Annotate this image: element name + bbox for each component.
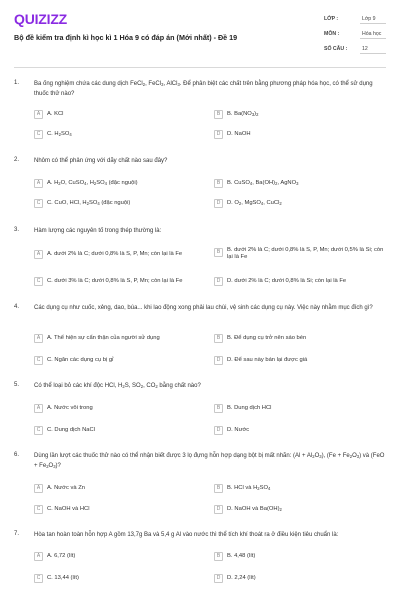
option-letter-box: A — [34, 179, 43, 188]
option-text: B. HCl và $H_2SO_4$ — [227, 485, 271, 491]
option-text: B. Để dụng cụ trở nên sáo bén — [227, 335, 307, 341]
divider — [360, 38, 386, 39]
option-letter-box: A — [34, 404, 43, 413]
option-a[interactable] — [34, 551, 206, 562]
option-text: A. Nước vôi trong — [47, 405, 93, 411]
question-text: Dùng lần lượt các thuốc thử nào có thể nhận biết được 3 lọ đựng hỗn hợp dạng bột bị mất nhãn: $(Al + Al_2O_3)$, $(Fe + Fe_2O_3)$ và $(FeO + Fe_2O_3)$? — [34, 453, 385, 469]
meta-key: MÔN : — [324, 31, 340, 37]
question-number: 4. — [14, 304, 20, 310]
option-letter-box: B — [214, 179, 223, 188]
question-text: Hòa tan hoàn toàn hỗn hợp A gồm 13,7g Ba và 5,4 g Al vào nước thì thể tích khí thoát ra ở điều kiện tiêu chuẩn là: — [34, 532, 339, 538]
option-text: A. KCl — [47, 111, 64, 117]
question-text: Các dụng cụ như cuốc, xẻng, dao, búa... khi lao động xong phải lau chùi, vệ sinh các dụng cụ này. Việc này nhằm mục đích gì? — [34, 305, 373, 311]
option-c[interactable] — [34, 276, 206, 287]
option-c[interactable] — [34, 355, 206, 366]
option-text: C. Ngăn các dụng cụ bị gỉ — [47, 357, 114, 363]
option-letter-box: B — [214, 484, 223, 493]
option-letter-box: C — [34, 356, 43, 365]
option-letter-box: B — [214, 248, 223, 257]
option-letter-box: D — [214, 356, 223, 365]
option-c[interactable] — [34, 504, 206, 515]
option-a[interactable] — [34, 109, 206, 120]
option-letter-box: C — [34, 199, 43, 208]
option-c[interactable] — [34, 425, 206, 436]
option-text: D. Để sau này bán lại được giá — [227, 357, 308, 363]
option-letter-box: B — [214, 552, 223, 561]
option-letter-box: D — [214, 426, 223, 435]
option-letter-box: C — [34, 426, 43, 435]
option-text: B. CuSO$_4$, $Ba(OH)_2$, AgNO$_3$ — [227, 180, 299, 186]
option-letter-box: A — [34, 110, 43, 119]
question-text: Ba ống nghiệm chứa các dung dịch FeCl$_2$, FeCl$_3$, AlCl$_3$. Để phân biệt các chất trên bằng phương pháp hóa học, có thể sử dụng thuốc thử nào? — [34, 81, 373, 97]
option-c[interactable] — [34, 573, 206, 584]
option-letter-box: D — [214, 505, 223, 514]
question-number: 5. — [14, 382, 20, 388]
option-text: A. Nước và Zn — [47, 485, 85, 491]
option-a[interactable] — [34, 483, 206, 494]
option-text: B. 4,48 (lít) — [227, 553, 256, 559]
option-letter-box: D — [214, 277, 223, 286]
meta-key: LỚP : — [324, 16, 339, 22]
header-divider — [14, 67, 386, 68]
option-letter-box: A — [34, 334, 43, 343]
option-text: A. Thể hiện sự cẩn thận của người sử dụng — [47, 335, 160, 341]
option-text: A. 6,72 (lít) — [47, 553, 76, 559]
divider — [360, 53, 386, 54]
option-letter-box: A — [34, 484, 43, 493]
option-b[interactable] — [214, 551, 386, 562]
option-d[interactable] — [214, 425, 386, 436]
option-letter-box: A — [34, 552, 43, 561]
meta-value: Hóa học — [362, 31, 382, 37]
option-b[interactable] — [214, 333, 386, 344]
option-a[interactable] — [34, 333, 206, 344]
option-d[interactable] — [214, 129, 386, 140]
option-text: C. CuO, HCl, $H_2SO_4$ (đặc nguội) — [47, 200, 131, 206]
question-number: 7. — [14, 531, 20, 537]
option-text: C. $H_2SO_4$ — [47, 131, 72, 137]
option-text: D. NaOH và $Ba(OH)_2$ — [227, 506, 282, 512]
option-c[interactable] — [34, 198, 206, 209]
divider — [360, 23, 386, 24]
option-c[interactable] — [34, 129, 206, 140]
question-number: 3. — [14, 227, 20, 233]
question-text: Nhôm có thể phản ứng với dãy chất nào sau đây? — [34, 158, 168, 164]
meta-value: Lớp 9 — [362, 16, 376, 22]
option-b[interactable] — [214, 109, 386, 120]
option-b[interactable] — [214, 403, 386, 414]
question-text: Có thể loại bỏ các khí độc HCl, $H_2S$, $SO_2$, $CO_2$ bằng chất nào? — [34, 383, 201, 389]
option-letter-box: A — [34, 250, 43, 259]
meta-value: 12 — [362, 46, 368, 52]
option-b[interactable] — [214, 483, 386, 494]
option-a[interactable] — [34, 249, 206, 260]
option-text: A. $H_2O$, CuSO$_4$, $H_2SO_4$ (đặc nguội) — [47, 180, 138, 186]
option-letter-box: C — [34, 505, 43, 514]
header — [0, 0, 400, 60]
question-number: 6. — [14, 452, 20, 458]
option-letter-box: C — [34, 277, 43, 286]
question-number: 2. — [14, 157, 20, 163]
option-text: C. dưới 3% là C; dưới 0,8% là S, P, Mn; còn lại là Fe — [47, 278, 183, 284]
option-text: C. Dung dịch NaCl — [47, 427, 96, 433]
option-letter-box: C — [34, 574, 43, 583]
option-text: D. $O_2$, MgSO$_4$, CuCl$_2$ — [227, 200, 282, 206]
option-text-value: NaOH — [234, 131, 251, 137]
document-title: Bộ đề kiểm tra định kì học kì 1 Hóa 9 có đáp án (Mới nhất) - Đề 19 — [14, 33, 238, 42]
option-a[interactable] — [34, 403, 206, 414]
question-text: Hàm lượng các nguyên tố trong thép thường là: — [34, 228, 162, 234]
option-letter-box: D — [214, 199, 223, 208]
option-text: D. Nước — [227, 427, 250, 433]
option-letter-box: C — [34, 130, 43, 139]
option-d[interactable] — [214, 276, 386, 287]
meta-key: SỐ CÂU : — [324, 46, 348, 52]
option-text: C. 13,44 (lít) — [47, 575, 79, 581]
option-text: B. dưới 2% là C; dưới 0,8% là S, P, Mn; dưới 0,5% là Si; còn lại là Fe — [227, 247, 384, 260]
option-letter-box: B — [214, 404, 223, 413]
option-text: B. $Ba(NO_3)_2$ — [227, 111, 259, 117]
option-a[interactable] — [34, 178, 206, 189]
option-letter-box: B — [214, 110, 223, 119]
option-text: C. NaOH và HCl — [47, 506, 90, 512]
option-text: D. dưới 2% là C; dưới 0,8% là Si; còn lại là Fe — [227, 278, 347, 284]
option-letter-box: D — [214, 574, 223, 583]
option-d[interactable] — [214, 198, 386, 209]
option-letter-box: B — [214, 334, 223, 343]
option-d[interactable] — [214, 573, 386, 584]
option-d[interactable] — [214, 355, 386, 366]
quizizz-logo: QUIZIZZ — [14, 11, 68, 27]
question-number: 1. — [14, 80, 20, 86]
option-d[interactable] — [214, 504, 386, 515]
option-b[interactable] — [214, 178, 386, 189]
option-text: A. dưới 2% là C; dưới 0,8% là S, P, Mn; còn lại là Fe — [47, 251, 183, 257]
option-text: D. 2,24 (lít) — [227, 575, 256, 581]
option-letter-box: D — [214, 130, 223, 139]
option-text: D. NaOH — [227, 131, 251, 137]
option-text: B. Dung dịch HCl — [227, 405, 272, 411]
option-b[interactable] — [214, 247, 386, 263]
